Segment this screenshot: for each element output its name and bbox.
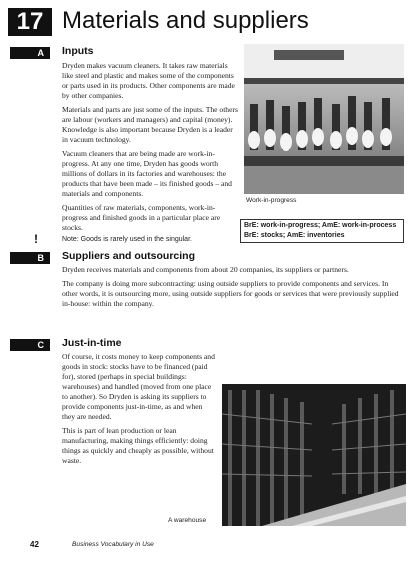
paragraph: This is part of lean production or lean manufacturing, making things efficiently: doing things as quickly and cheaply as possible, without waste. [62, 426, 214, 465]
bre-ame-box [240, 219, 404, 243]
unit-number-badge: 17 [8, 8, 52, 36]
section-b-body [62, 265, 402, 313]
paragraph: Quantities of raw materials, components, work-in-progress and finished goods in a particular place are stocks. [62, 203, 221, 232]
paragraph: Vacuum cleaners that are being made are work-in-progress. At any one time, Dryden has goods worth millions of dollars in its factories and warehouses: the products that have been made – its finished goods – and materials and components. [62, 149, 232, 198]
warehouse-photo [222, 384, 406, 526]
section-a-marker: A [10, 47, 50, 59]
section-b-marker: B [10, 252, 50, 264]
paragraph: Materials and parts are just some of the inputs. The others are labour (workers and managers) and capital (money). Knowledge is also important because Dryden is a leader in vacuum technology. [62, 105, 238, 144]
page-number: 42 [30, 540, 39, 549]
section-c-marker: C [10, 339, 50, 351]
unit-title: Materials and suppliers [62, 7, 309, 34]
box-line: BrE: stocks; AmE: inventories [244, 232, 345, 239]
paragraph: The company is doing more subcontracting: using outside suppliers to provide components and services. In other words, it is outsourcing more, using outside suppliers for goods or services that were previously supplied in-house: within the company. [62, 279, 399, 308]
paragraph: Of course, it costs money to keep components and goods in stock: stocks have to be financed (paid for), stored (perhaps in special buildings: warehouses) and handled (moved from one place to another). So Dryden is asking its suppliers to provide components just-in-time, as and when they are needed. [62, 352, 215, 421]
paragraph: Dryden makes vacuum cleaners. It takes raw materials like steel and plastic and makes some of the components or parts used in its products. Other components are made by other companies. [62, 61, 235, 100]
photo-caption: A warehouse [168, 517, 207, 524]
box-line: BrE: work-in-progress; AmE: work-in-process [244, 222, 397, 229]
section-a-body [62, 61, 238, 237]
section-a-heading: Inputs [62, 45, 94, 57]
section-b-heading: Suppliers and outsourcing [62, 250, 196, 262]
photo-caption: Work-in-progress [246, 197, 297, 204]
section-c-heading: Just-in-time [62, 337, 122, 349]
warning-icon: ! [34, 232, 38, 246]
book-title: Business Vocabulary in Use [72, 541, 154, 548]
work-in-progress-photo [244, 44, 404, 194]
paragraph: Dryden receives materials and components from about 20 companies, its suppliers or partners. [62, 265, 349, 274]
note-text: Note: Goods is rarely used in the singular. [62, 236, 192, 243]
